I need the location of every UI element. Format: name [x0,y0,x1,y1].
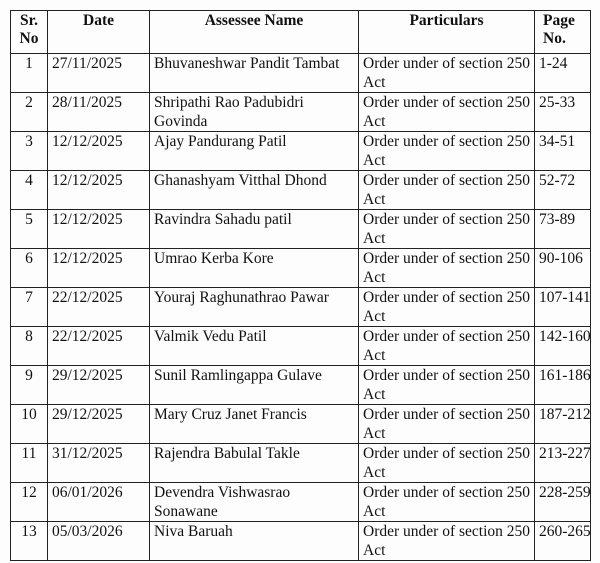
cell-date: 22/12/2025 [48,327,150,366]
cell-date: 12/12/2025 [48,210,150,249]
table-row [11,483,591,522]
orders-table [10,10,591,561]
header-date: Date [48,11,150,54]
cell-sr-no: 8 [11,327,48,366]
cell-assessee-name: Valmik Vedu Patil [150,327,359,366]
header-assessee-name: Assessee Name [150,11,359,54]
header-sr-no: Sr. No [11,11,48,54]
cell-assessee-name: Niva Baruah [150,522,359,561]
cell-page-no: 213-227 [535,444,591,483]
cell-assessee-name: Mary Cruz Janet Francis [150,405,359,444]
cell-particulars: Order under of section 250 Act [359,210,535,249]
cell-page-no: 187-212 [535,405,591,444]
cell-assessee-name: Ghanashyam Vitthal Dhond [150,171,359,210]
cell-date: 12/12/2025 [48,171,150,210]
cell-assessee-name: Shripathi Rao Padubidri Govinda [150,93,359,132]
cell-date: 29/12/2025 [48,366,150,405]
table-row [11,288,591,327]
table-row [11,366,591,405]
table-row [11,327,591,366]
cell-page-no: 73-89 [535,210,591,249]
table-header [11,11,591,54]
cell-date: 06/01/2026 [48,483,150,522]
cell-particulars: Order under of section 250 Act [359,171,535,210]
cell-sr-no: 5 [11,210,48,249]
table-row [11,405,591,444]
cell-sr-no: 11 [11,444,48,483]
cell-date: 31/12/2025 [48,444,150,483]
header-particulars: Particulars [359,11,535,54]
cell-sr-no: 2 [11,93,48,132]
cell-particulars: Order under of section 250 Act [359,93,535,132]
cell-assessee-name: Devendra Vishwasrao Sonawane [150,483,359,522]
cell-sr-no: 13 [11,522,48,561]
cell-particulars: Order under of section 250 Act [359,405,535,444]
table-row [11,210,591,249]
cell-page-no: 107-141 [535,288,591,327]
cell-date: 29/12/2025 [48,405,150,444]
cell-assessee-name: Ajay Pandurang Patil [150,132,359,171]
cell-page-no: 1-24 [535,54,591,93]
cell-page-no: 228-259 [535,483,591,522]
cell-page-no: 34-51 [535,132,591,171]
cell-assessee-name: Youraj Raghunathrao Pawar [150,288,359,327]
cell-page-no: 52-72 [535,171,591,210]
cell-sr-no: 9 [11,366,48,405]
header-page-no: Page No. [535,11,591,54]
table-row [11,132,591,171]
cell-sr-no: 3 [11,132,48,171]
cell-particulars: Order under of section 250 Act [359,132,535,171]
header-row [11,11,591,54]
cell-page-no: 142-160 [535,327,591,366]
cell-particulars: Order under of section 250 Act [359,366,535,405]
table-row [11,54,591,93]
cell-assessee-name: Bhuvaneshwar Pandit Tambat [150,54,359,93]
cell-sr-no: 6 [11,249,48,288]
cell-particulars: Order under of section 250 Act [359,54,535,93]
cell-sr-no: 10 [11,405,48,444]
cell-page-no: 260-265 [535,522,591,561]
cell-date: 05/03/2026 [48,522,150,561]
cell-assessee-name: Sunil Ramlingappa Gulave [150,366,359,405]
table-row [11,249,591,288]
cell-page-no: 161-186 [535,366,591,405]
cell-particulars: Order under of section 250 Act [359,249,535,288]
cell-date: 28/11/2025 [48,93,150,132]
cell-date: 27/11/2025 [48,54,150,93]
cell-assessee-name: Ravindra Sahadu patil [150,210,359,249]
cell-date: 12/12/2025 [48,132,150,171]
cell-particulars: Order under of section 250 Act [359,522,535,561]
cell-particulars: Order under of section 250 Act [359,327,535,366]
cell-page-no: 90-106 [535,249,591,288]
document-page [10,10,590,561]
cell-particulars: Order under of section 250 Act [359,288,535,327]
cell-sr-no: 12 [11,483,48,522]
cell-particulars: Order under of section 250 Act [359,483,535,522]
cell-date: 12/12/2025 [48,249,150,288]
cell-sr-no: 7 [11,288,48,327]
cell-page-no: 25-33 [535,93,591,132]
cell-sr-no: 4 [11,171,48,210]
cell-sr-no: 1 [11,54,48,93]
cell-particulars: Order under of section 250 Act [359,444,535,483]
cell-date: 22/12/2025 [48,288,150,327]
table-row [11,93,591,132]
table-row [11,444,591,483]
table-row [11,171,591,210]
table-row [11,522,591,561]
cell-assessee-name: Umrao Kerba Kore [150,249,359,288]
cell-assessee-name: Rajendra Babulal Takle [150,444,359,483]
table-body [11,54,591,561]
